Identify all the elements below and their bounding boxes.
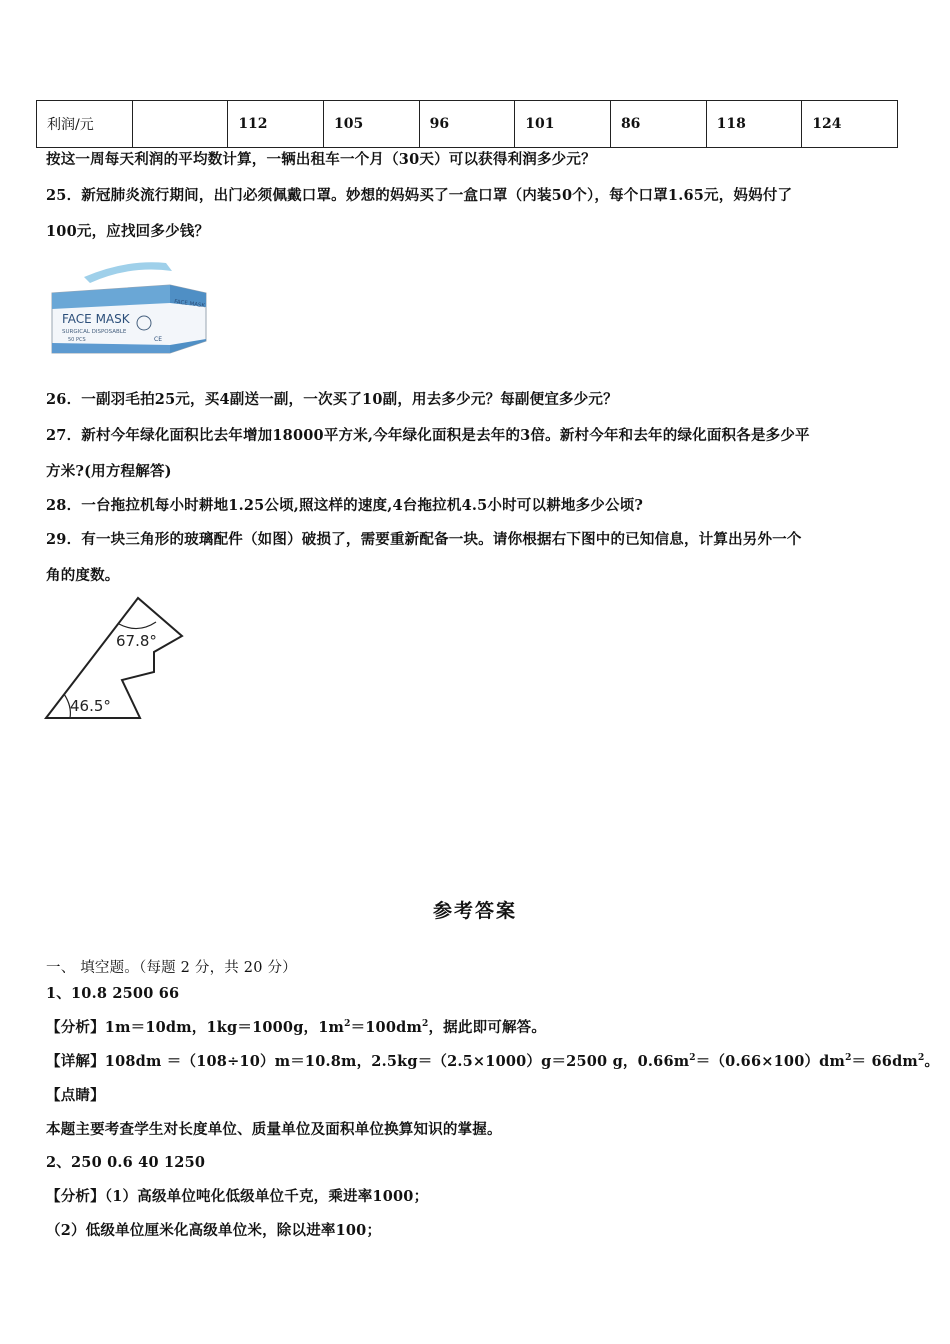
q29-line2: 角的度数。 xyxy=(46,567,120,584)
broken-triangle-figure xyxy=(44,594,194,724)
q29-line1: 29．有一块三角形的玻璃配件（如图）破损了，需要重新配备一块。请你根据右下图中的已知信息，计算出另外一个 xyxy=(46,531,802,548)
q28: 28．一台拖拉机每小时耕地1.25公顷,照这样的速度,4台拖拉机4.5小时可以耕地多少公顷? xyxy=(46,497,644,514)
section-heading: 一、 填空题。（每题 2 分，共 20 分） xyxy=(46,960,297,976)
q25-line1: 25．新冠肺炎流行期间，出门必须佩戴口罩。妙想的妈妈买了一盒口罩（内装50个），每个口罩1.65元，妈妈付了 xyxy=(46,187,793,204)
a1-head: 1、10.8 2500 66 xyxy=(46,985,180,1002)
top-angle-label: 67.8° xyxy=(116,632,157,650)
a2-analysis-2: （2）低级单位厘米化高级单位米，除以进率100； xyxy=(46,1222,382,1239)
top-angle-arc xyxy=(119,622,156,629)
triangle-shape xyxy=(46,598,182,718)
mask-strap-icon xyxy=(84,262,172,283)
ce-mark: CE xyxy=(154,336,162,343)
table-cell: 124 xyxy=(802,101,898,148)
table-cell: 101 xyxy=(515,101,611,148)
table-cell: 96 xyxy=(419,101,515,148)
answers-title: 参考答案 xyxy=(432,900,517,922)
a2-analysis-1: 【分析】（1）高级单位吨化低级单位千克，乘进率1000； xyxy=(46,1188,429,1205)
a2-head: 2、250 0.6 40 1250 xyxy=(46,1154,206,1171)
mask-brand-text: FACE MASK xyxy=(62,312,130,326)
table-cell: 118 xyxy=(706,101,802,148)
mask-count-text: 50 PCS xyxy=(68,337,86,343)
a1-detail: 【详解】108dm ＝（108÷10）m＝10.8m，2.5kg＝（2.5×1000）g＝2500 g，$0.66m^2=(0.66\times 100)dm^2= 66dm^2$。 xyxy=(46,1053,940,1070)
face-mask-box-image xyxy=(46,257,218,359)
table-cell: 112 xyxy=(228,101,324,148)
table-cell: 86 xyxy=(610,101,706,148)
a1-analysis: 【分析】1m＝10dm，1kg＝1000g，$1m^2=100dm^2$，据此即可解答。 xyxy=(46,1019,547,1036)
mask-sub-text: SURGICAL DISPOSABLE xyxy=(62,329,127,335)
mask-side-text: FACE MASK xyxy=(173,299,206,310)
a1-point-label: 【点睛】 xyxy=(46,1087,105,1104)
q25-line2: 100元，应找回多少钱？ xyxy=(46,223,210,240)
table-row xyxy=(37,101,898,148)
profit-table xyxy=(36,100,898,148)
table-cell: 105 xyxy=(323,101,419,148)
q27-line2: 方米?(用方程解答) xyxy=(46,463,172,480)
table-cell xyxy=(132,101,228,148)
a1-point: 本题主要考查学生对长度单位、质量单位及面积单位换算知识的掌握。 xyxy=(46,1121,502,1138)
q27-line1: 27．新村今年绿化面积比去年增加18000平方米,今年绿化面积是去年的3倍。新村今年和去年的绿化面积各是多少平 xyxy=(46,427,810,444)
bottom-angle-label: 46.5° xyxy=(70,697,111,715)
q26: 26．一副羽毛拍25元，买4副送一副，一次买了10副，用去多少元？每副便宜多少元？ xyxy=(46,391,618,408)
q24-question: 按这一周每天利润的平均数计算，一辆出租车一个月（30天）可以获得利润多少元？ xyxy=(46,151,596,168)
row-label: 利润/元 xyxy=(37,101,133,148)
